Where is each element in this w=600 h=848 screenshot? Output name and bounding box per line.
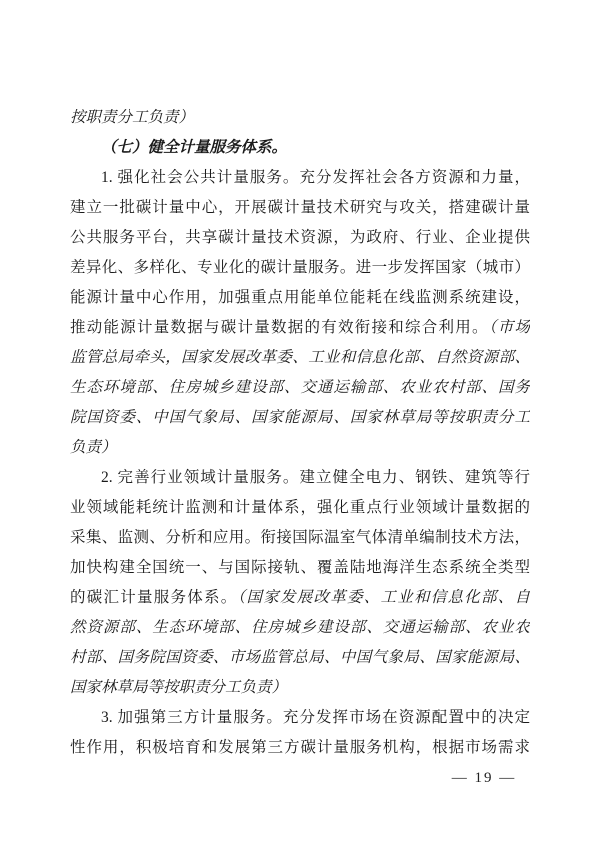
text-segment: 业领域能耗统计监测和计量体系，强化重点行业领域计量数据的 <box>70 499 530 516</box>
text-line <box>70 343 530 373</box>
text-line <box>70 523 530 553</box>
text-segment: 公共服务平台，共享碳计量技术资源，为政府、行业、企业提供 <box>70 229 530 246</box>
text-segment: 建立一批碳计量中心，开展碳计量技术研究与攻关，搭建碳计量 <box>70 199 530 216</box>
text-line <box>70 133 530 163</box>
text-line <box>70 253 530 283</box>
text-line <box>70 223 530 253</box>
text-segment: 2. 完善行业领域计量服务。建立健全电力、钢铁、建筑等行 <box>101 469 530 486</box>
text-line <box>70 283 530 313</box>
text-segment: （国家发展改革委、工业和信息化部、自 <box>237 589 530 606</box>
text-segment: 按职责分工负责） <box>70 109 195 126</box>
text-segment: 院国资委、中国气象局、国家能源局、国家林草局等按职责分工 <box>70 409 530 426</box>
text-line <box>70 193 530 223</box>
text-segment: 差异化、多样化、专业化的碳计量服务。进一步发挥国家（城市） <box>70 259 530 276</box>
text-segment: 监管总局牵头，国家发展改革委、工业和信息化部、自然资源部、 <box>70 349 530 366</box>
text-segment: 推动能源计量数据与碳计量数据的有效衔接和综合利用。 <box>70 319 489 336</box>
text-segment: 3. 加强第三方计量服务。充分发挥市场在资源配置中的决定 <box>101 709 530 726</box>
text-segment: 1. 强化社会公共计量服务。充分发挥社会各方资源和力量， <box>101 169 530 186</box>
text-segment: 性作用，积极培育和发展第三方碳计量服务机构，根据市场需求 <box>70 739 530 756</box>
text-line <box>70 703 530 733</box>
text-line <box>70 163 530 193</box>
text-line <box>70 493 530 523</box>
text-line <box>70 403 530 433</box>
text-segment: 然资源部、生态环境部、住房城乡建设部、交通运输部、农业农 <box>70 619 530 636</box>
text-line <box>70 313 530 343</box>
text-line <box>70 103 530 133</box>
text-line <box>70 733 530 763</box>
text-segment: （市场 <box>488 319 530 336</box>
text-line <box>70 553 530 583</box>
text-line <box>70 643 530 673</box>
text-segment: 的碳汇计量服务体系。 <box>70 589 238 606</box>
text-line <box>70 373 530 403</box>
text-segment: 加快构建全国统一、与国际接轨、覆盖陆地海洋生态系统全类型 <box>70 559 530 576</box>
page-number: — 19 — <box>451 770 517 786</box>
text-line <box>70 673 530 703</box>
text-lines <box>70 103 530 763</box>
text-segment: 能源计量中心作用，加强重点用能单位能耗在线监测系统建设， <box>70 289 530 306</box>
text-line <box>70 433 530 463</box>
text-segment: 村部、国务院国资委、市场监管总局、中国气象局、国家能源局、 <box>70 649 530 666</box>
text-segment: 采集、监测、分析和应用。衔接国际温室气体清单编制技术方法， <box>70 529 530 546</box>
text-segment: 负责） <box>70 439 117 456</box>
text-segment: （七）健全计量服务体系。 <box>101 139 288 156</box>
text-segment: 国家林草局等按职责分工负责） <box>70 679 288 696</box>
text-line <box>70 583 530 613</box>
text-segment: 生态环境部、住房城乡建设部、交通运输部、农业农村部、国务 <box>70 379 530 396</box>
text-line <box>70 463 530 493</box>
text-line <box>70 613 530 643</box>
